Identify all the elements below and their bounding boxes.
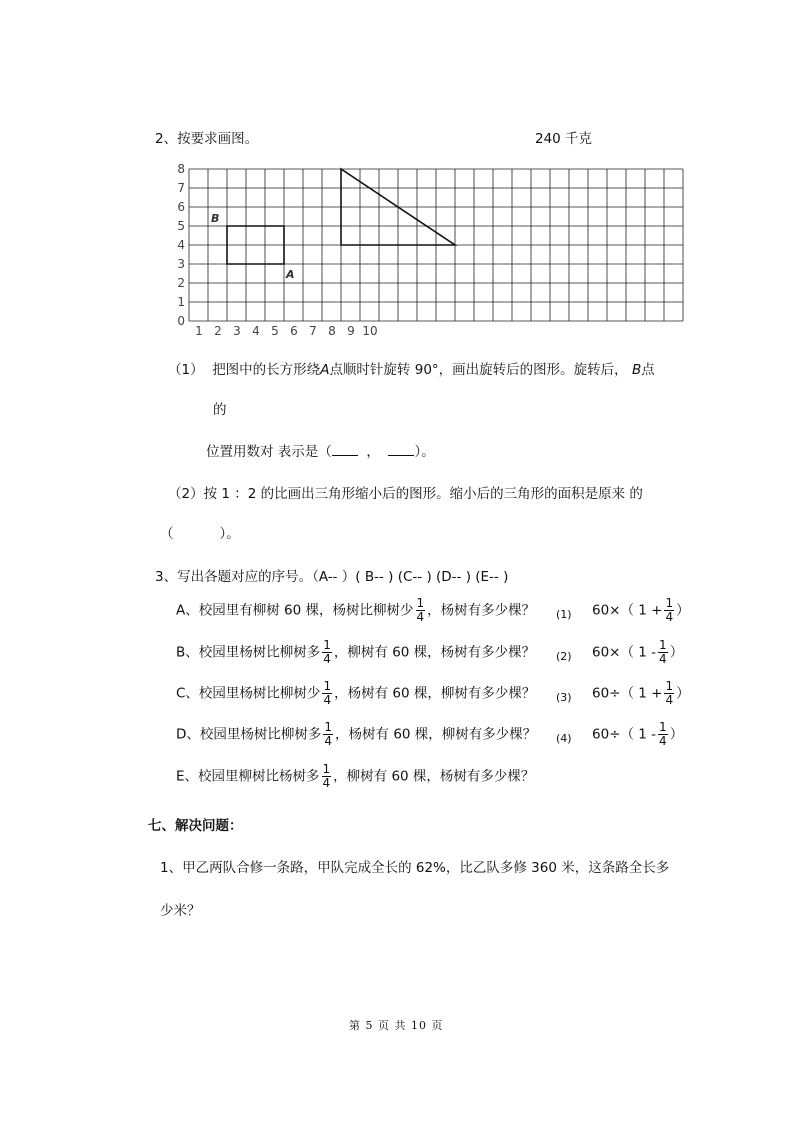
y-axis-labels [177,162,185,328]
x-tick-label: 10 [362,324,378,338]
formula-3-pre: 60÷（ 1 + [592,685,663,702]
y-tick-label: 1 [177,295,185,309]
q2-sub1-line2: 的 [213,402,227,418]
fraction-denominator: 4 [416,610,425,624]
q2-side-note: 240 千克 [535,131,593,147]
q3-title: 3、写出各题对应的序号。（A-- ）( B-- ) (C-- ) (D-- ) (E-- ) [155,569,509,585]
coordinate-grid [160,158,720,338]
fraction-numerator: 1 [323,679,332,693]
answer-blank-x[interactable] [332,455,358,456]
problem-1-line1: 1、甲乙两队合修一条路，甲队完成全长的 62%，比乙队多修 360 米，这条路全长多 [160,860,670,876]
q2-sub2-line2 [160,522,240,542]
q2-title: 2、按要求画图。 [155,131,259,147]
answer-blank-y[interactable] [388,455,414,456]
fraction-denominator: 4 [665,610,674,624]
fraction-denominator: 4 [323,693,332,707]
fraction-one-fourth [322,763,332,790]
fraction-one-fourth [664,680,674,707]
q3-item-b [176,639,535,666]
fraction-numerator: 1 [322,762,331,776]
fraction-one-fourth [664,597,674,624]
formula-2-number: (2) [556,650,572,663]
q3-item-d [176,721,536,748]
fraction-numerator: 1 [324,720,333,734]
y-tick-label: 0 [177,314,185,328]
fraction-one-fourth [658,721,668,748]
q3-item-b-post: ，柳树有 60 棵，杨树有多少棵？ [333,644,536,661]
q2-sub1-prefix: （1） [168,362,204,378]
x-tick-label: 5 [271,324,279,338]
q2-sub1-text-c: 点 [641,362,655,378]
q2-sub2-close: ）。 [219,526,240,542]
y-tick-label: 8 [177,162,185,176]
formula-4-number: (4) [556,732,572,745]
x-tick-label: 2 [214,324,222,338]
q3-item-e-pre: E、校园里柳树比杨树多 [176,768,320,785]
formula-3 [592,680,690,707]
q3-item-d-post: ，杨树有 60 棵，柳树有多少棵？ [335,726,537,743]
q3-item-c-pre: C、校园里杨树比柳树少 [176,685,321,702]
x-tick-label: 8 [328,324,336,338]
formula-2-pre: 60×（ 1 - [592,644,657,661]
formula-3-number: (3) [556,691,572,704]
problem-1-line2: 少米？ [160,903,201,919]
y-tick-label: 4 [177,238,185,252]
x-tick-label: 4 [252,324,260,338]
q2-sub1-point-a: A [320,362,330,378]
section-7-title: 七、解决问题： [148,818,243,834]
point-label-a: A [286,268,295,281]
y-tick-label: 7 [177,181,185,195]
formula-3-post: ） [676,685,690,702]
x-tick-label: 7 [309,324,317,338]
formula-4-post: ） [669,726,684,743]
q3-item-c-post: ，杨树有 60 棵，柳树有多少棵？ [334,685,536,702]
fraction-one-fourth [416,597,426,624]
fraction-one-fourth [323,721,333,748]
fraction-denominator: 4 [659,734,667,748]
q3-item-a-post: ，杨树有多少棵？ [427,602,536,619]
formula-4 [592,721,683,748]
formula-4-pre: 60÷（ 1 - [592,726,657,743]
fraction-denominator: 4 [659,652,667,666]
q3-item-d-pre: D、校园里杨树比柳树多 [176,726,322,743]
q2-sub2-line1: （2）按 1 ：2 的比画出三角形缩小后的图形。缩小后的三角形的面积是原来 的 [168,486,643,502]
formula-2 [592,639,683,666]
formula-1-post: ） [676,602,690,619]
q2-sub1-line3-end: ）。 [414,444,435,460]
x-tick-label: 1 [195,324,203,338]
formula-2-post: ） [669,644,684,661]
fraction-denominator: 4 [324,734,333,748]
q2-sub1-text-b: 点顺时针旋转 90°，画出旋转后的图形。旋转后， [329,362,628,378]
fraction-denominator: 4 [323,652,331,666]
q2-sub1-line3 [206,440,435,460]
fraction-numerator: 1 [416,596,425,610]
fraction-one-fourth [322,639,332,666]
q2-sub1-point-b: B [631,362,642,378]
q3-item-e [176,763,534,790]
y-tick-label: 3 [177,257,185,271]
q2-sub1-line1 [168,358,655,378]
q3-item-e-post: ，柳树有 60 棵，杨树有多少棵？ [333,768,535,785]
point-label-b: B [211,212,220,225]
y-tick-label: 5 [177,219,185,233]
q3-item-c [176,680,535,707]
y-tick-label: 6 [177,200,185,214]
fraction-numerator: 1 [665,679,674,693]
formula-1 [592,597,690,624]
fraction-numerator: 1 [659,638,667,652]
x-axis-labels [195,324,377,338]
fraction-denominator: 4 [322,776,331,790]
formula-1-pre: 60×（ 1 + [592,602,663,619]
fraction-denominator: 4 [665,693,674,707]
fraction-one-fourth [322,680,332,707]
y-tick-label: 2 [177,276,185,290]
q3-item-a-pre: A、校园里有柳树 60 棵，杨树比柳树少 [176,602,414,619]
q3-item-b-pre: B、校园里杨树比柳树多 [176,644,321,661]
page-footer: 第 5 页 共 10 页 [349,1019,444,1032]
fraction-numerator: 1 [323,638,331,652]
formula-1-number: (1) [556,608,572,621]
q2-sub1-comma: ， [366,444,380,460]
fraction-one-fourth [658,639,668,666]
fraction-numerator: 1 [665,596,674,610]
x-tick-label: 9 [347,324,355,338]
fraction-numerator: 1 [659,720,667,734]
q2-sub1-line3-text: 位置用数对 表示是（ [206,444,332,460]
q2-sub1-text-a: 把图中的长方形绕 [212,362,321,378]
x-tick-label: 3 [233,324,241,338]
x-tick-label: 6 [290,324,298,338]
q3-item-a [176,597,535,624]
q2-sub2-open: （ [160,526,174,542]
